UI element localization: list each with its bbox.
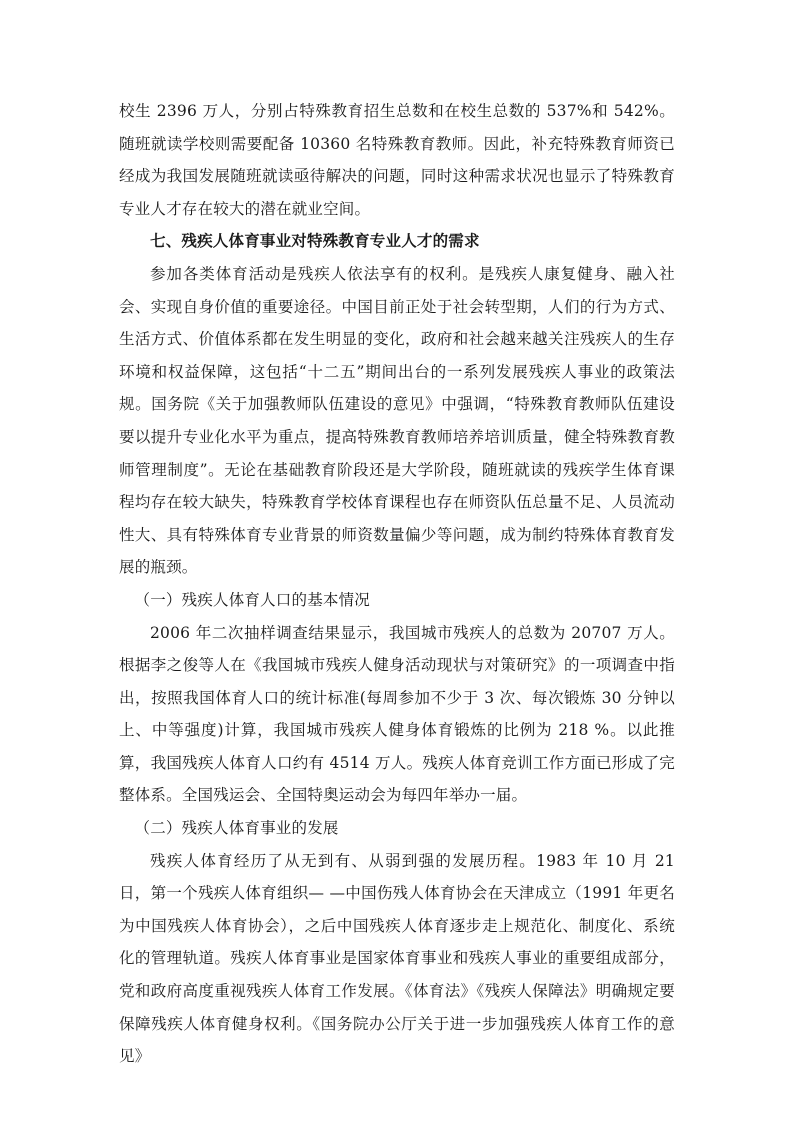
paragraph-sports-development: 残疾人体育经历了从无到有、从弱到强的发展历程。1983 年 10 月 21 日，第一个残疾人体育组织— —中国伤残人体育协会在天津成立（1991 年更名为中国残疾人体育协会），之后中国残疾人体育逐步走上规范化、制度化、系统化的管理轨道。残疾人体育事业是国家体育事业和残疾人事业的重要组成部分，党和政府高度重视残疾人体育工作发展。《体育法》《残疾人保障法》明确规定要保障残疾人体育健身权利。《国务院办公厅关于进一步加强残疾人体育工作的意见》 xyxy=(119,851,675,1066)
paragraph-sports-rights: 参加各类体育活动是残疾人依法享有的权利。是残疾人康复健身、融入社会、实现自身价值的重要途径。中国目前正处于社会转型期，人们的行为方式、生活方式、价值体系都在发生明显的变化，政府和社会越来越关注残疾人的生存环境和权益保障，这包括“十二五”期间出台的一系列发展残疾人事业的政策法规。国务院《关于加强教师队伍建设的意见》中强调，“特殊教育教师队伍建设要以提升专业化水平为重点，提高特殊教育教师培养培训质量，健全特殊教育教师管理制度”。无论在基础教育阶段还是大学阶段，随班就读的残疾学生体育课程均存在较大缺失，特殊教育学校体育课程也存在师资队伍总量不足、人员流动性大、具有特殊体育专业背景的师资数量偏少等问题，成为制约特殊体育教育发展的瓶颈。 xyxy=(119,264,675,577)
document-body xyxy=(119,95,675,1073)
subheading-2: （二）残疾人体育事业的发展 xyxy=(134,819,339,838)
section-heading-7: 七、残疾人体育事业对特殊教育专业人才的需求 xyxy=(150,232,480,251)
subheading-1: （一）残疾人体育人口的基本情况 xyxy=(134,590,371,609)
paragraph-sports-population: 2006 年二次抽样调查结果显示，我国城市残疾人的总数为 20707 万人。根据李之俊等人在《我国城市残疾人健身活动现状与对策研究》的一项调查中指出，按照我国体育人口的统计标准(每周参加不少于 3 次、每次锻炼 30 分钟以上、中等强度)计算，我国城市残疾人健身体育锻炼的比例为 218 %。以此推算，我国残疾人体育人口约有 4514 万人。残疾人体育竞训工作方面已形成了完整体系。全国残运会、全国特奥运动会为每四年举办一届。 xyxy=(119,623,675,805)
paragraph-continued: 校生 2396 万人，分别占特殊教育招生总数和在校生总数的 537%和 542%。随班就读学校则需要配备 10360 名特殊教育教师。因此，补充特殊教育师资已经成为我国发展随班就读亟待解决的问题，同时这种需求状况也显示了特殊教育专业人才存在较大的潜在就业空间。 xyxy=(119,102,675,218)
